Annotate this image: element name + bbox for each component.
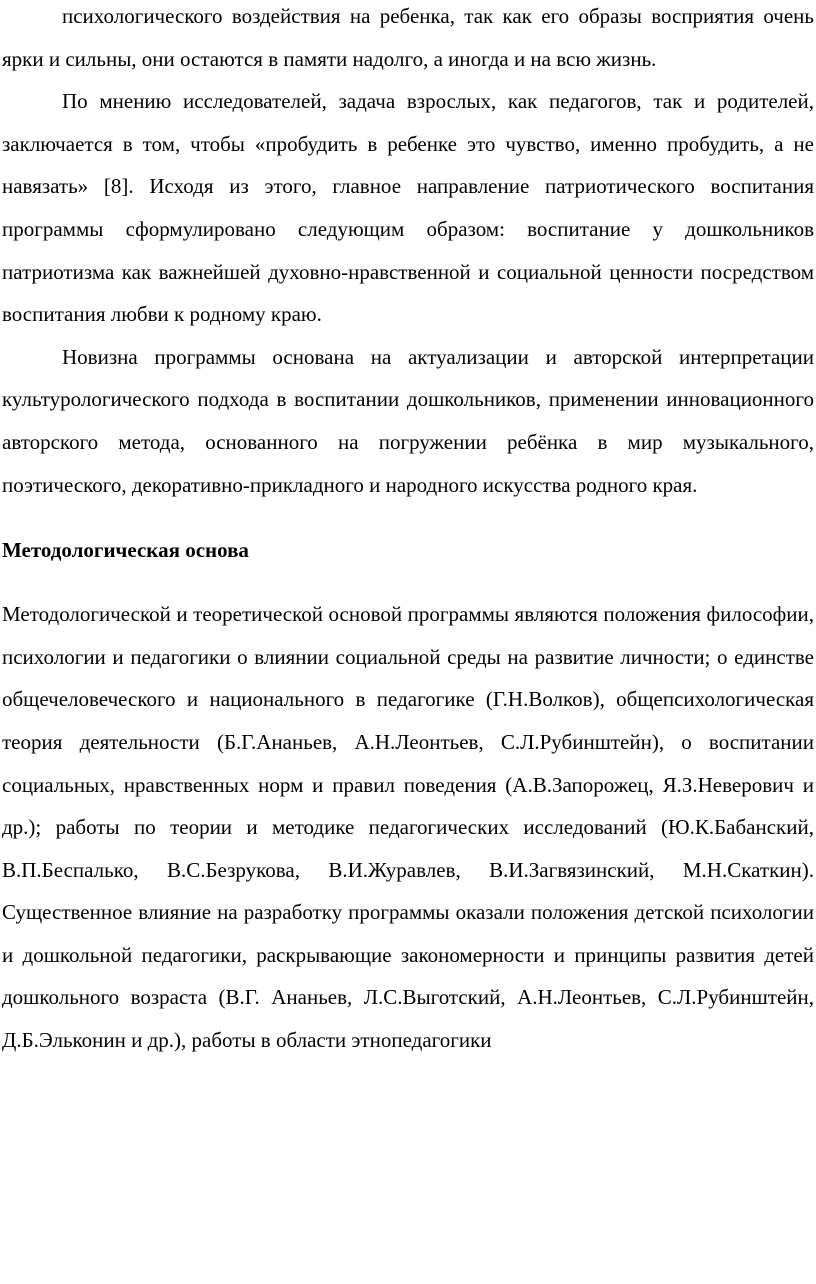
paragraph-novelty: Новизна программы основана на актуализации и авторской интерпретации культурологического подхода в воспитании дошкольников, применении инновационного авторского метода, основанного на погружении ребёнка в мир музыкального, поэтического, декоративно-прикладного и народного искусства родного края. — [2, 344, 814, 497]
paragraph-continuation: психологического воздействия на ребенка, так как его образы восприятия очень ярки и сильны, они остаются в памяти надолго, а иногда и на всю жизнь. — [2, 4, 814, 71]
paragraph-task-of-adults: По мнению исследователей, задача взрослых, как педагогов, так и родителей, заключается в том, чтобы «пробудить в ребенке это чувство, именно пробудить, а не навязать» [8]. Исходя из этого, главное направление патриотического воспитания программы сформулировано следующим образом: воспитание у дошкольников патриотизма как важнейшей духовно-нравственной и социальной ценности посредством воспитания любви к родному краю. — [2, 89, 814, 327]
paragraph-methodology: Методологической и теоретической основой программы являются положения философии, психологии и педагогики о влиянии социальной среды на развитие личности; о единстве общечеловеческого и национального в педагогике (Г.Н.Волков), общепсихологическая теория деятельности (Б.Г.Ананьев, А.Н.Леонтьев, С.Л.Рубинштейн), о воспитании социальных, нравственных норм и правил поведения (А.В.Запорожец, Я.З.Неверович и др.); работы по теории и методике педагогических исследований (Ю.К.Бабанский, В.П.Беспалько, В.С.Безрукова, В.И.Журавлев, В.И.Загвязинский, М.Н.Скаткин). Существенное влияние на разработку программы оказали положения детской психологии и дошкольной педагогики, раскрывающие закономерности и принципы развития детей дошкольного возраста (В.Г. Ананьев, Л.С.Выготский, А.Н.Леонтьев, С.Л.Рубинштейн, Д.Б.Эльконин и др.), работы в области этнопедагогики — [2, 602, 814, 1053]
section-heading: Методологическая основа — [2, 538, 249, 563]
